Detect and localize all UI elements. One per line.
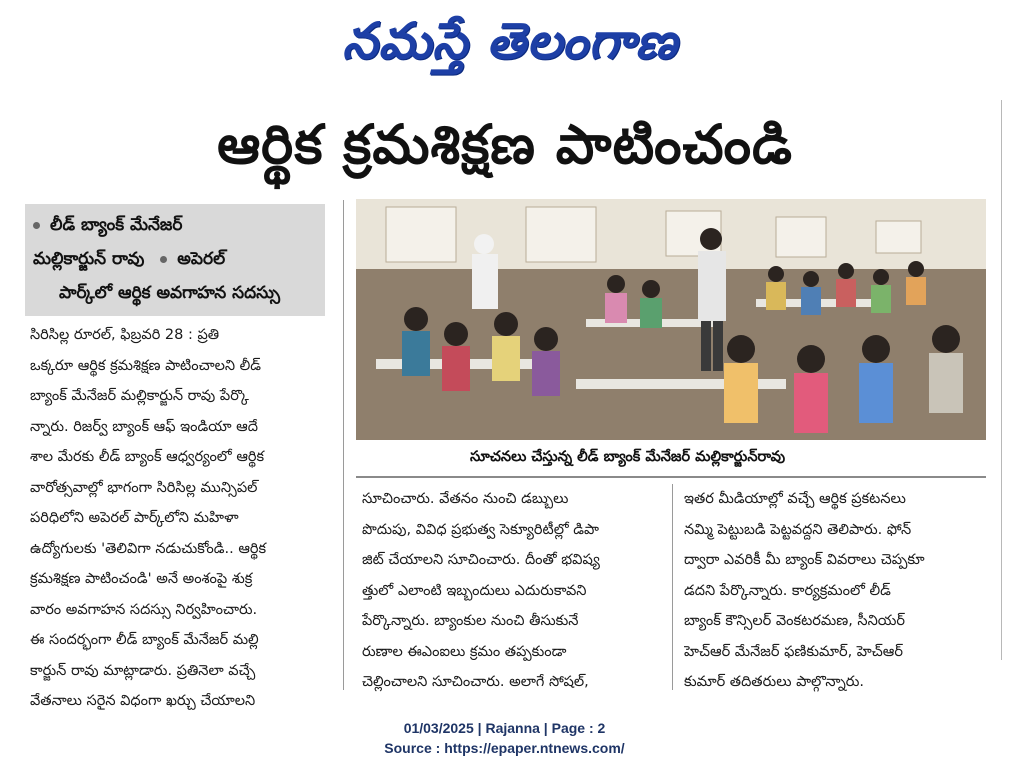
subhead-text-3: పార్క్‌లో ఆర్థిక అవగాహన సదస్సు: [59, 283, 281, 303]
col1-line: బ్యాంక్ మేనేజర్ మల్లికార్జున్ రావు పేర్కొ: [30, 388, 249, 404]
col1-line: సిరిసిల్ల రూరల్, ఫిబ్రవరి 28 : ప్రతి: [30, 327, 220, 343]
col2-line: త్తులో ఎలాంటి ఇబ్బందులు ఎదురుకావని: [362, 582, 587, 599]
col3-line: బ్యాంక్ కౌన్సిలర్ వెంకటరమణ, సీనియర్: [684, 613, 906, 629]
footer-date-edition: 01/03/2025 | Rajanna | Page : 2: [403, 720, 606, 736]
col1-line: ఉద్యోగులకు 'తెలివిగా నడుచుకోండి.. ఆర్థిక: [30, 540, 267, 557]
subhead-line-1: [33, 214, 182, 236]
caption-rule: [356, 476, 986, 478]
subhead-text-1: లీడ్ బ్యాంక్ మేనేజర్: [50, 215, 183, 235]
subhead-line-3: [59, 282, 280, 304]
col1-line: ఈ సందర్భంగా లీడ్ బ్యాంక్ మేనేజర్ మల్లి: [30, 632, 259, 648]
col1-line: వేతనాలు సరైన విధంగా ఖర్చు చేయాలని: [30, 693, 256, 709]
masthead: [240, 0, 780, 82]
subhead-line-2: [33, 248, 225, 270]
article-headline: ఆర్థిక క్రమశిక్షణ పాటించండి: [217, 113, 793, 176]
col3-line: నమ్మి పెట్టుబడి పెట్టవద్దని తెలిపారు. ఫోన్: [684, 521, 912, 538]
page-footer: [0, 718, 1009, 758]
subhead-text-2b: అపెరల్: [177, 249, 226, 269]
subhead-box: [25, 204, 325, 316]
col3-line: హెచ్ఆర్ మేనేజర్ ఫణికుమార్, హెచ్ఆర్: [684, 643, 903, 660]
photo-caption-box: [470, 443, 890, 475]
column-divider: [343, 200, 344, 690]
col1-line: శాల మేరకు లీడ్ బ్యాంక్ ఆధ్వర్యంలో ఆర్థిక: [30, 449, 265, 465]
col1-line: కార్జున్ రావు మాట్లాడారు. ప్రతినెలా వచ్చే: [30, 662, 256, 679]
right-border-rule: [1001, 100, 1002, 660]
newspaper-name-logo: నమస్తే తెలంగాణ: [342, 12, 678, 70]
col1-line: వారోత్సవాల్లో భాగంగా సిరిసిల్ల మున్సిపల్: [30, 479, 258, 496]
seminar-photo-illustration: [356, 199, 986, 440]
bullet-icon: [33, 222, 40, 229]
col2-line: రుణాల ఈఎంఐలు క్రమం తప్పకుండా: [362, 643, 567, 660]
bullet-icon: [160, 256, 167, 263]
col3-line: ఇతర మీడియాల్లో వచ్చే ఆర్థిక ప్రకటనలు: [684, 491, 906, 507]
photo-caption: సూచనలు చేస్తున్న లీడ్ బ్యాంక్ మేనేజర్ మల్లికార్జున్‌రావు: [470, 449, 786, 465]
col1-line: క్రమశిక్షణ పాటించండి' అనే అంశంపై శుక్ర: [30, 571, 253, 587]
footer-source-link[interactable]: Source : https://epaper.ntnews.com/: [384, 740, 625, 756]
column-divider: [672, 484, 673, 690]
article-column-3: [684, 484, 984, 698]
col2-line: పేర్కొన్నారు. బ్యాంకుల నుంచి తీసుకునే: [362, 613, 579, 629]
col2-line: సూచించారు. వేతనం నుంచి డబ్బులు: [362, 491, 569, 507]
subhead-text-2a: మల్లికార్జున్ రావు: [33, 249, 145, 269]
col3-line: ద్వారా ఎవరికీ మీ బ్యాంక్ వివరాలు చెప్పకూ: [684, 552, 925, 568]
col3-line: కుమార్ తదితరులు పాల్గొన్నారు.: [684, 674, 865, 690]
col1-line: వారం అవగాహన సదస్సు నిర్వహించారు.: [30, 601, 258, 618]
article-column-1: [30, 320, 330, 717]
col3-line: డదని పేర్కొన్నారు. కార్యక్రమంలో లీడ్: [684, 582, 891, 599]
article-column-2: [362, 484, 662, 698]
col2-line: పొదుపు, వివిధ ప్రభుత్వ సెక్యూరిటీల్లో డిపా: [362, 521, 599, 538]
col1-line: ఒక్కరూ ఆర్థిక క్రమశిక్షణ పాటించాలని లీడ్: [30, 357, 262, 374]
article-photo: [356, 199, 986, 440]
col1-line: పరిధిలోని అపెరల్ పార్క్‌లోని మహిళా: [30, 510, 239, 526]
col2-line: చెల్లించాలని సూచించారు. అలాగే సోషల్,: [362, 674, 589, 690]
col2-line: జిట్ చేయాలని సూచించారు. దీంతో భవిష్య: [362, 552, 600, 568]
col1-line: న్నారు. రిజర్వ్ బ్యాంక్ ఆఫ్ ఇండియా ఆదే: [30, 418, 258, 435]
